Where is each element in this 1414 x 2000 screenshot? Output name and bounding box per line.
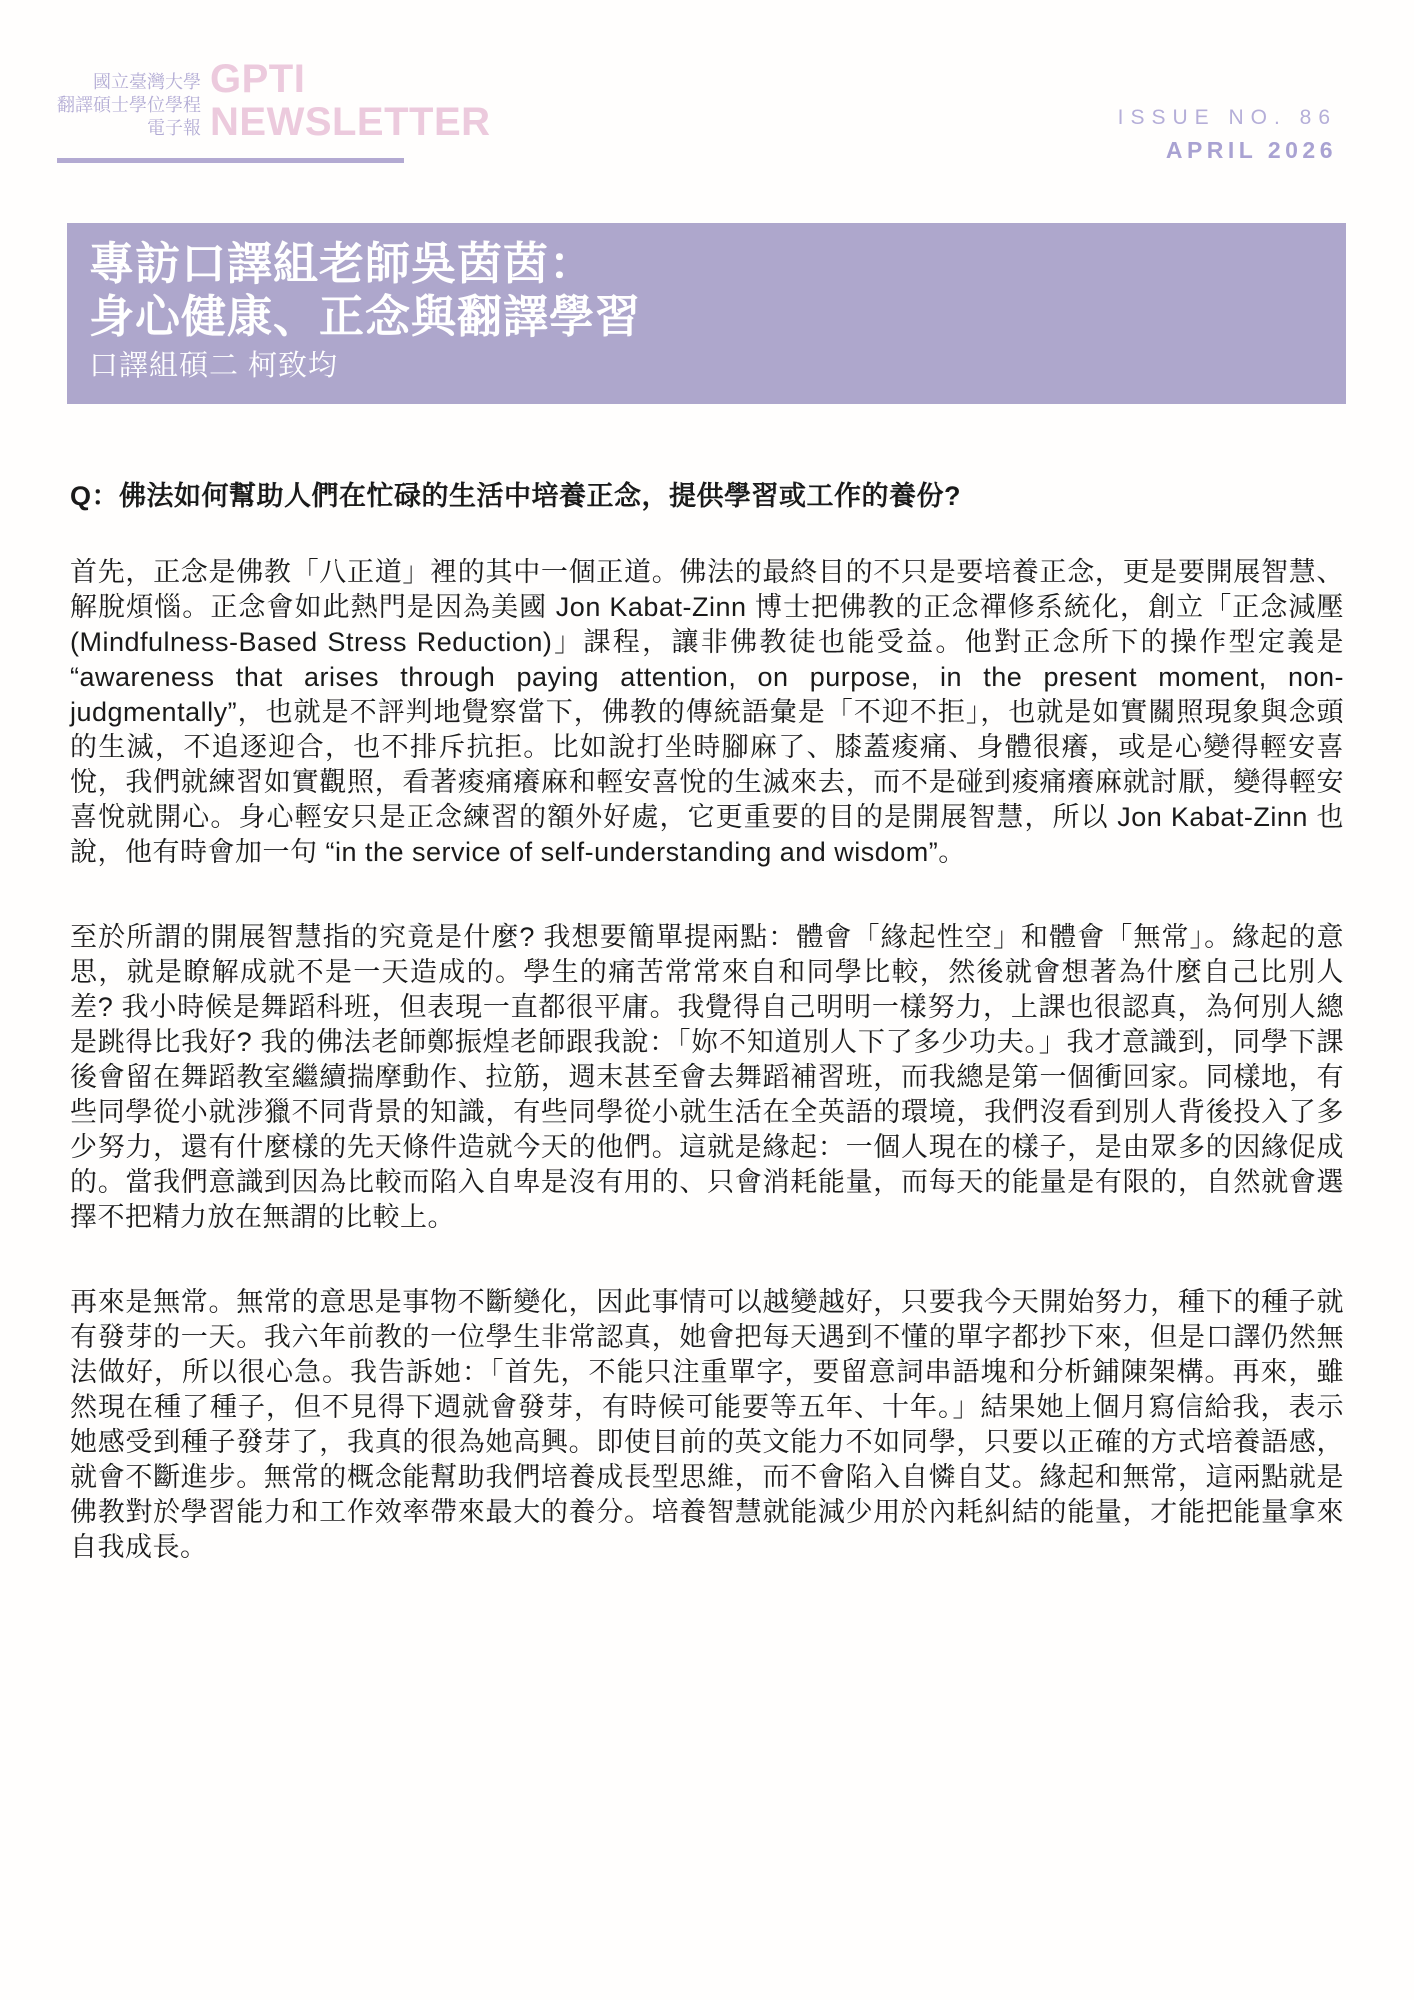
paragraph-3: 再來是無常。無常的意思是事物不斷變化，因此事情可以越變越好，只要我今天開始努力，種下的種子就有發芽的一天。我六年前教的一位學生非常認真，她會把每天遇到不懂的單字都抄下來，但是口譯仍然無法做好，所以很心急。我告訴她：「首先，不能只注重單字，要留意詞串語塊和分析鋪陳架構。再來，雖然現在種了種子，但不見得下週就會發芽，有時候可能要等五年、十年。」結果她上個月寫信給我，表示她感受到種子發芽了，我真的很為她高興。即使目前的英文能力不如同學，只要以正確的方式培養語感，就會不斷進步。無常的概念能幫助我們培養成長型思維，而不會陷入自憐自艾。緣起和無常，這兩點就是佛教對於學習能力和工作效率帶來最大的養分。培養智慧就能減少用於內耗糾結的能量，才能把能量拿來自我成長。 [70,1287,1344,1562]
article-body [70,479,1344,1615]
masthead [57,58,491,144]
issue-info [1118,106,1337,164]
masthead-divider-rule [57,158,404,163]
article-author: 口譯組碩二 柯致均 [89,350,339,382]
org-line-2: 翻譯碩士學位學程 [57,95,201,115]
article-title-line-1: 專訪口譯組老師吳茵茵： [89,238,596,289]
paragraph-1: 首先，正念是佛教「八正道」裡的其中一個正道。佛法的最終目的不只是要培養正念，更是要開展智慧、解脫煩惱。正念會如此熱門是因為美國 Jon Kabat-Zinn 博士把佛教的正念禪修系統化，創立「正念減壓 (Mindfulness-Based Stress Reduction)」課程，讓非佛教徒也能受益。他對正念所下的操作型定義是 “awareness that arises through paying attention, on purpose, in the present moment, non-judgmentally”，也就是不評判地覺察當下，佛教的傳統語彙是「不迎不拒」，也就是如實關照現象與念頭的生滅，不追逐迎合，也不排斥抗拒。比如說打坐時腳麻了、膝蓋痠痛、身體很癢，或是心變得輕安喜悅，我們就練習如實觀照，看著痠痛癢麻和輕安喜悅的生滅來去，而不是碰到痠痛癢麻就討厭，變得輕安喜悅就開心。身心輕安只是正念練習的額外好處，它更重要的目的是開展智慧，所以 Jon Kabat-Zinn 也說，他有時會加一句 “in the service of self-understanding and wisdom”。 [70,557,1344,867]
question-heading: Q：佛法如何幫助人們在忙碌的生活中培養正念，提供學習或工作的養份? [70,481,961,511]
logo-line-newsletter: NEWSLETTER [210,100,491,144]
article-title-banner [67,223,1346,404]
article-title-line-2: 身心健康、正念與翻譯學習 [89,291,642,342]
issue-date: APRIL 2026 [1165,137,1337,163]
issue-number: ISSUE NO. 86 [1117,106,1337,129]
org-line-3: 電子報 [147,118,201,138]
article-title [89,237,1346,343]
org-line-1: 國立臺灣大學 [93,72,201,92]
logo-line-gpti: GPTI [210,57,306,101]
organization-name [57,71,201,144]
gpti-newsletter-logo [210,58,491,144]
paragraph-2: 至於所謂的開展智慧指的究竟是什麼? 我想要簡單提兩點：體會「緣起性空」和體會「無常」。緣起的意思，就是瞭解成就不是一天造成的。學生的痛苦常常來自和同學比較，然後就會想著為什麼自己比別人差? 我小時候是舞蹈科班，但表現一直都很平庸。我覺得自己明明一樣努力，上課也很認真，為何別人總是跳得比我好? 我的佛法老師鄭振煌老師跟我說：「妳不知道別人下了多少功夫。」我才意識到，同學下課後會留在舞蹈教室繼續揣摩動作、拉筋，週末甚至會去舞蹈補習班，而我總是第一個衝回家。同樣地，有些同學從小就涉獵不同背景的知識，有些同學從小就生活在全英語的環境，我們沒看到別人背後投入了多少努力，還有什麼樣的先天條件造就今天的他們。這就是緣起：一個人現在的樣子，是由眾多的因緣促成的。當我們意識到因為比較而陷入自卑是沒有用的、只會消耗能量，而每天的能量是有限的，自然就會選擇不把精力放在無謂的比較上。 [70,922,1344,1232]
